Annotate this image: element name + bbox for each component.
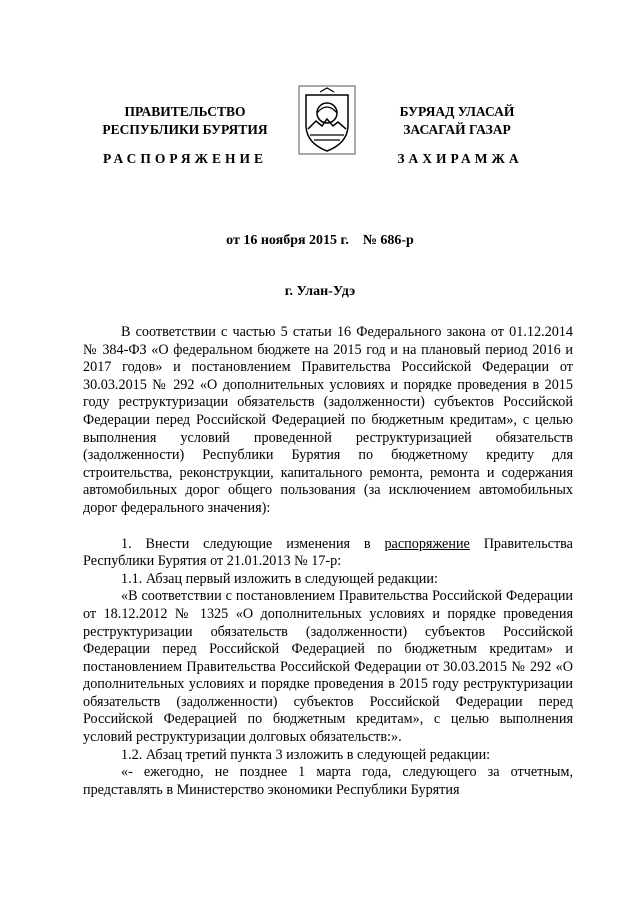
header-right-block xyxy=(352,103,562,139)
doctype-left: РАСПОРЯЖЕНИЕ xyxy=(102,151,268,166)
document-dateline: от 16 ноября 2015 г. № 686-р xyxy=(226,233,414,248)
paragraph-intro: В соответствии с частью 5 статьи 16 Федерального закона от 01.12.2014 № 384-ФЗ «О федеральном бюджете на 2015 год и на плановый период 2016 и 2017 годов» и постановлением Правительства Российской Федерации от 30.03.2015 № 292 «О дополнительных условиях и порядке проведения в 2015 году реструктуризации обязательств (задолженности) субъектов Российской Федерации перед Российской Федерацией по бюджетным кредитам», с целью выполнения условий проведенной реструктуризацией обязательств (задолженности) Республики Бурятия по бюджетному кредиту для строительства, реконструкции, капитального ремонта, ремонта и содержания автомобильных дорог общего пользования (за исключением автомобильных дорог федерального значения): xyxy=(83,324,573,516)
paragraph-item1 xyxy=(83,536,573,571)
document-body xyxy=(83,324,573,799)
doctype-right: ЗАХИРАМЖА xyxy=(397,151,523,166)
header-left-line2: РЕСПУБЛИКИ БУРЯТИЯ xyxy=(102,122,268,137)
paragraph-item1-1: 1.1. Абзац первый изложить в следующей редакции: xyxy=(121,570,438,587)
item1-text-after: Правительства Республики Бурятия от 21.01.2013 № 17-р: xyxy=(83,535,573,570)
item1-order-link[interactable]: распоряжение xyxy=(384,535,470,552)
header-left-block xyxy=(80,103,290,139)
paragraph-quote2: «- ежегодно, не позднее 1 марта года, следующего за отчетным, представлять в Министерство экономики Республики Бурятия xyxy=(83,764,573,798)
header-right-line2: ЗАСАГАЙ ГАЗАР xyxy=(403,122,511,137)
header-right-line1: БУРЯАД УЛАСАЙ xyxy=(399,104,515,119)
item1-text-before: 1. Внести следующие изменения в xyxy=(121,535,385,552)
paragraph-quote1: «В соответствии с постановлением Правительства Российской Федерации от 18.12.2012 № 1325 «О дополнительных условиях и порядке проведения реструктуризации обязательств (задолженности) субъектов Российской Федерации перед Российской Федерацией по бюджетным кредитам» и постановлением Правительства Российской Федерации от 30.03.2015 № 292 «О дополнительных условиях и порядке проведения в 2015 году реструктуризации обязательств (задолженности) субъектов Российской Федерации перед Российской Федерацией по бюджетным кредитам», с целью выполнения условий реструктуризации долговых обязательств:». xyxy=(83,588,573,746)
document-city: г. Улан-Удэ xyxy=(284,284,356,299)
coat-of-arms-emblem-icon xyxy=(298,85,356,155)
paragraph-item1-2: 1.2. Абзац третий пункта 3 изложить в следующей редакции: xyxy=(121,746,491,763)
header-left-line1: ПРАВИТЕЛЬСТВО xyxy=(124,104,246,119)
